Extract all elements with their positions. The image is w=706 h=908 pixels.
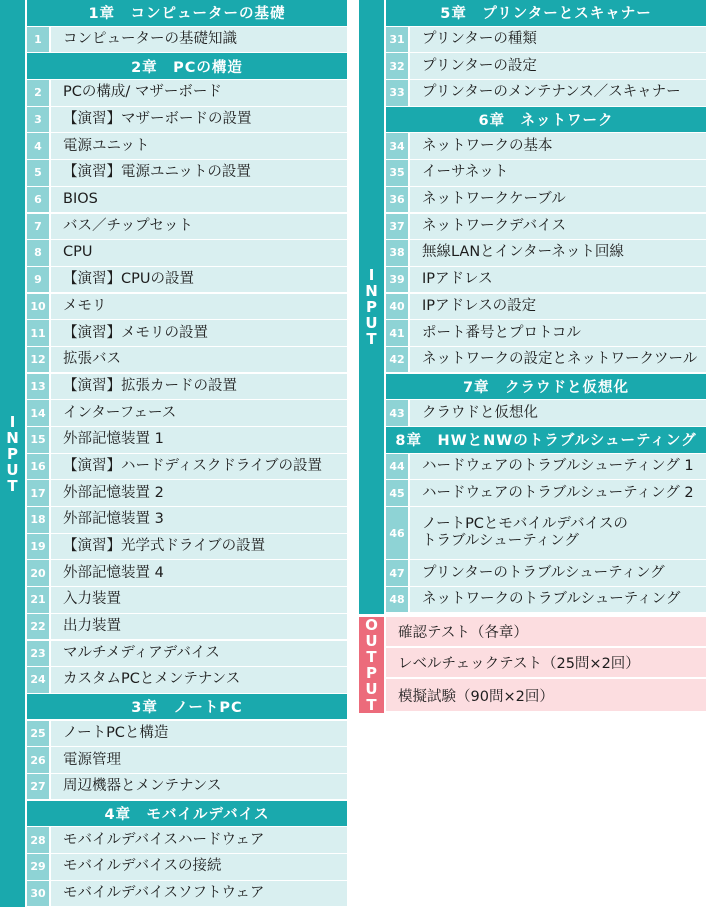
lesson-title: ネットワークの設定とネットワークツール — [422, 351, 698, 368]
lesson-number: 36 — [386, 187, 410, 213]
lesson-number: 31 — [386, 27, 410, 53]
lesson-title: IPアドレスの設定 — [422, 297, 537, 314]
chapter-title: 6章 ネットワーク — [478, 113, 614, 129]
lesson-title: コンピューターの基礎知識 — [63, 30, 237, 47]
stripe-letter: T — [366, 330, 377, 348]
output-item: 確認テスト（各章） — [386, 617, 706, 648]
lesson-number: 40 — [386, 294, 410, 320]
output-item: 模擬試験（90問×2回） — [386, 679, 706, 713]
chapter-title: 1章 コンピューターの基礎 — [88, 6, 286, 23]
lesson-row — [27, 881, 347, 908]
lesson-row — [27, 347, 347, 374]
lesson-row — [27, 667, 347, 694]
input-stripe-left — [0, 0, 25, 907]
lesson-number: 39 — [386, 267, 410, 293]
lesson-title: ネットワークのトラブルシューティング — [422, 591, 681, 608]
lesson-title: ハードウェアのトラブルシューティング 2 — [422, 484, 694, 501]
lesson-row — [27, 187, 347, 214]
lesson-number: 4 — [27, 133, 51, 159]
lesson-row — [27, 133, 347, 160]
stripe-letter: P — [7, 444, 18, 463]
lesson-row — [386, 267, 706, 294]
lesson-row — [386, 560, 706, 587]
lesson-title: 無線LANとインターネット回線 — [422, 244, 624, 261]
lesson-title: 外部記憶装置 1 — [63, 431, 164, 448]
lesson-number: 1 — [27, 27, 51, 53]
lesson-number: 29 — [27, 854, 51, 880]
lesson-title: CPU — [63, 244, 93, 261]
lesson-title: ネットワークケーブル — [422, 191, 566, 208]
chapter-title: 4章 モバイルデバイス — [104, 806, 270, 823]
lesson-title: 外部記憶装置 4 — [63, 564, 164, 581]
lesson-number: 38 — [386, 240, 410, 266]
lesson-title: 【演習】電源ユニットの設置 — [63, 164, 251, 181]
lesson-title: 【演習】CPUの設置 — [63, 271, 194, 288]
chapter-header — [27, 53, 347, 80]
lesson-number: 7 — [27, 214, 51, 240]
lesson-row — [27, 240, 347, 267]
lesson-title: ノートPCと構造 — [63, 724, 169, 741]
lesson-number: 20 — [27, 560, 51, 586]
lesson-number: 44 — [386, 454, 410, 480]
chapter-title: 5章 プリンターとスキャナー — [440, 6, 652, 23]
lesson-number: 12 — [27, 347, 51, 373]
lesson-title: インターフェース — [63, 404, 177, 421]
lesson-row — [386, 187, 706, 214]
input-label-left — [0, 414, 25, 494]
lesson-title: 【演習】ハードディスクドライブの設置 — [63, 457, 322, 474]
chapter-header — [386, 427, 706, 454]
lesson-row — [27, 80, 347, 107]
lesson-number: 35 — [386, 160, 410, 186]
lesson-title: カスタムPCとメンテナンス — [63, 671, 241, 688]
lesson-row — [27, 160, 347, 187]
lesson-title: モバイルデバイスハードウェア — [63, 831, 265, 848]
lesson-row — [27, 507, 347, 534]
lesson-row — [27, 107, 347, 134]
lesson-title: 出力装置 — [63, 618, 121, 635]
lesson-title: 電源ユニット — [63, 137, 150, 154]
lesson-title: ハードウェアのトラブルシューティング 1 — [422, 457, 694, 474]
lesson-number: 24 — [27, 667, 51, 693]
lesson-title: 【演習】光学式ドライブの設置 — [63, 538, 266, 554]
lesson-number: 6 — [27, 187, 51, 213]
lesson-row — [27, 721, 347, 748]
chapter-header — [386, 0, 706, 27]
lesson-number: 14 — [27, 400, 51, 426]
lesson-row — [386, 400, 706, 427]
lesson-row — [386, 27, 706, 54]
lesson-title: 電源管理 — [63, 751, 121, 768]
output-list — [359, 617, 706, 713]
lesson-number: 16 — [27, 454, 51, 480]
chapter-header — [386, 374, 706, 401]
lesson-number: 5 — [27, 160, 51, 186]
lesson-title: プリンターの種類 — [422, 30, 537, 47]
chapter-list-left — [27, 0, 347, 907]
lesson-number: 25 — [27, 721, 51, 747]
output-label — [359, 617, 384, 713]
chapter-title: 3章 ノートPC — [131, 700, 243, 717]
lesson-row — [386, 507, 706, 560]
lesson-row — [27, 774, 347, 801]
lesson-title: バス／チップセット — [63, 217, 193, 234]
output-item: レベルチェックテスト（25問×2回） — [386, 648, 706, 679]
stripe-letter: T — [7, 476, 18, 495]
output-block — [359, 617, 706, 713]
lesson-title: モバイルデバイスの接続 — [63, 858, 222, 875]
lesson-title: ネットワークデバイス — [422, 217, 566, 234]
stripe-letter: I — [9, 412, 16, 431]
lesson-title: マルチメディアデバイス — [63, 644, 220, 661]
stripe-letter: P — [366, 664, 377, 682]
lesson-title: 入力装置 — [63, 591, 121, 608]
chapter-title: 7章 クラウドと仮想化 — [462, 379, 630, 396]
lesson-row — [27, 614, 347, 641]
lesson-row — [386, 347, 706, 374]
chapter-header — [27, 0, 347, 27]
lesson-number: 45 — [386, 480, 410, 506]
lesson-title: 拡張バス — [63, 351, 121, 368]
lesson-row — [386, 80, 706, 107]
lesson-number: 2 — [27, 80, 51, 106]
lesson-title: メモリ — [63, 297, 107, 314]
output-stripe — [359, 617, 384, 713]
lesson-number: 33 — [386, 80, 410, 106]
lesson-title: プリンターのトラブルシューティング — [422, 564, 665, 581]
lesson-title: 外部記憶装置 2 — [63, 484, 164, 501]
lesson-row — [386, 133, 706, 160]
lesson-title: クラウドと仮想化 — [422, 404, 538, 421]
stripe-letter: O — [365, 616, 378, 634]
lesson-number: 18 — [27, 507, 51, 533]
lesson-row — [27, 480, 347, 507]
lesson-number: 11 — [27, 320, 51, 346]
chapter-header — [386, 107, 706, 134]
lesson-number: 15 — [27, 427, 51, 453]
lesson-row — [386, 454, 706, 481]
lesson-title: BIOS — [63, 191, 98, 208]
stripe-letter: T — [366, 696, 377, 714]
lesson-row — [27, 854, 347, 881]
lesson-number: 23 — [27, 641, 51, 667]
lesson-number: 32 — [386, 53, 410, 79]
lesson-row — [27, 534, 347, 561]
lesson-number: 28 — [27, 827, 51, 853]
lesson-row — [27, 560, 347, 587]
lesson-title: イーサネット — [422, 164, 509, 181]
stripe-letter: U — [6, 460, 19, 479]
stripe-letter: U — [365, 632, 378, 650]
stripe-letter: N — [365, 282, 378, 300]
lesson-row — [386, 320, 706, 347]
lesson-row — [27, 427, 347, 454]
lesson-row — [27, 214, 347, 241]
lesson-number: 3 — [27, 107, 51, 133]
lesson-number: 13 — [27, 374, 51, 400]
lesson-number: 41 — [386, 320, 410, 346]
input-label-right — [359, 267, 384, 347]
lesson-row — [27, 294, 347, 321]
lesson-title: 外部記憶装置 3 — [63, 511, 164, 528]
lesson-number: 27 — [27, 774, 51, 800]
lesson-row — [27, 320, 347, 347]
lesson-title: モバイルデバイスソフトウェア — [63, 884, 265, 901]
lesson-row — [27, 27, 347, 54]
lesson-number: 34 — [386, 133, 410, 159]
lesson-row — [386, 160, 706, 187]
lesson-row — [386, 240, 706, 267]
stripe-letter: P — [366, 298, 377, 316]
chapter-header — [27, 801, 347, 828]
lesson-title: 周辺機器とメンテナンス — [63, 778, 222, 795]
lesson-number: 42 — [386, 347, 410, 373]
lesson-row — [27, 454, 347, 481]
lesson-row — [27, 587, 347, 614]
lesson-row — [27, 374, 347, 401]
lesson-row — [27, 400, 347, 427]
lesson-number: 37 — [386, 214, 410, 240]
lesson-title: ノートPCとモバイルデバイスの トラブルシューティング — [422, 516, 628, 550]
lesson-row — [386, 53, 706, 80]
lesson-number: 47 — [386, 560, 410, 586]
lesson-number: 48 — [386, 587, 410, 613]
lesson-title: ネットワークの基本 — [422, 137, 553, 154]
stripe-letter: N — [6, 428, 19, 447]
lesson-number: 22 — [27, 614, 51, 640]
lesson-title: プリンターの設定 — [422, 57, 537, 74]
lesson-title: 【演習】マザーボードの設置 — [63, 111, 252, 127]
lesson-row — [386, 294, 706, 321]
lesson-row — [386, 587, 706, 614]
chapter-list-right — [386, 0, 706, 614]
lesson-number: 17 — [27, 480, 51, 506]
lesson-title: PCの構成/ マザーボード — [63, 84, 222, 101]
stripe-letter: U — [365, 314, 378, 332]
lesson-row — [27, 827, 347, 854]
lesson-row — [27, 747, 347, 774]
lesson-number: 26 — [27, 747, 51, 773]
lesson-row — [386, 214, 706, 241]
lesson-number: 46 — [386, 507, 410, 559]
stripe-letter: I — [368, 266, 375, 284]
lesson-number: 10 — [27, 294, 51, 320]
stripe-letter: T — [366, 648, 377, 666]
input-stripe-right — [359, 0, 384, 614]
lesson-row — [386, 480, 706, 507]
lesson-title: 【演習】メモリの設置 — [63, 324, 208, 341]
chapter-title: 8章 HWとNWのトラブルシューティング — [395, 433, 697, 450]
lesson-title: 【演習】拡張カードの設置 — [63, 377, 237, 394]
lesson-number: 43 — [386, 400, 410, 426]
lesson-title: プリンターのメンテナンス／スキャナー — [422, 84, 681, 101]
lesson-title: ポート番号とプロトコル — [422, 324, 581, 341]
chapter-title: 2章 PCの構造 — [131, 59, 243, 76]
lesson-number: 19 — [27, 534, 51, 560]
lesson-title: IPアドレス — [422, 271, 493, 288]
lesson-row — [27, 641, 347, 668]
lesson-number: 8 — [27, 240, 51, 266]
lesson-number: 9 — [27, 267, 51, 293]
lesson-row — [27, 267, 347, 294]
lesson-number: 21 — [27, 587, 51, 613]
stripe-letter: U — [365, 680, 378, 698]
lesson-number: 30 — [27, 881, 51, 907]
chapter-header — [27, 694, 347, 721]
